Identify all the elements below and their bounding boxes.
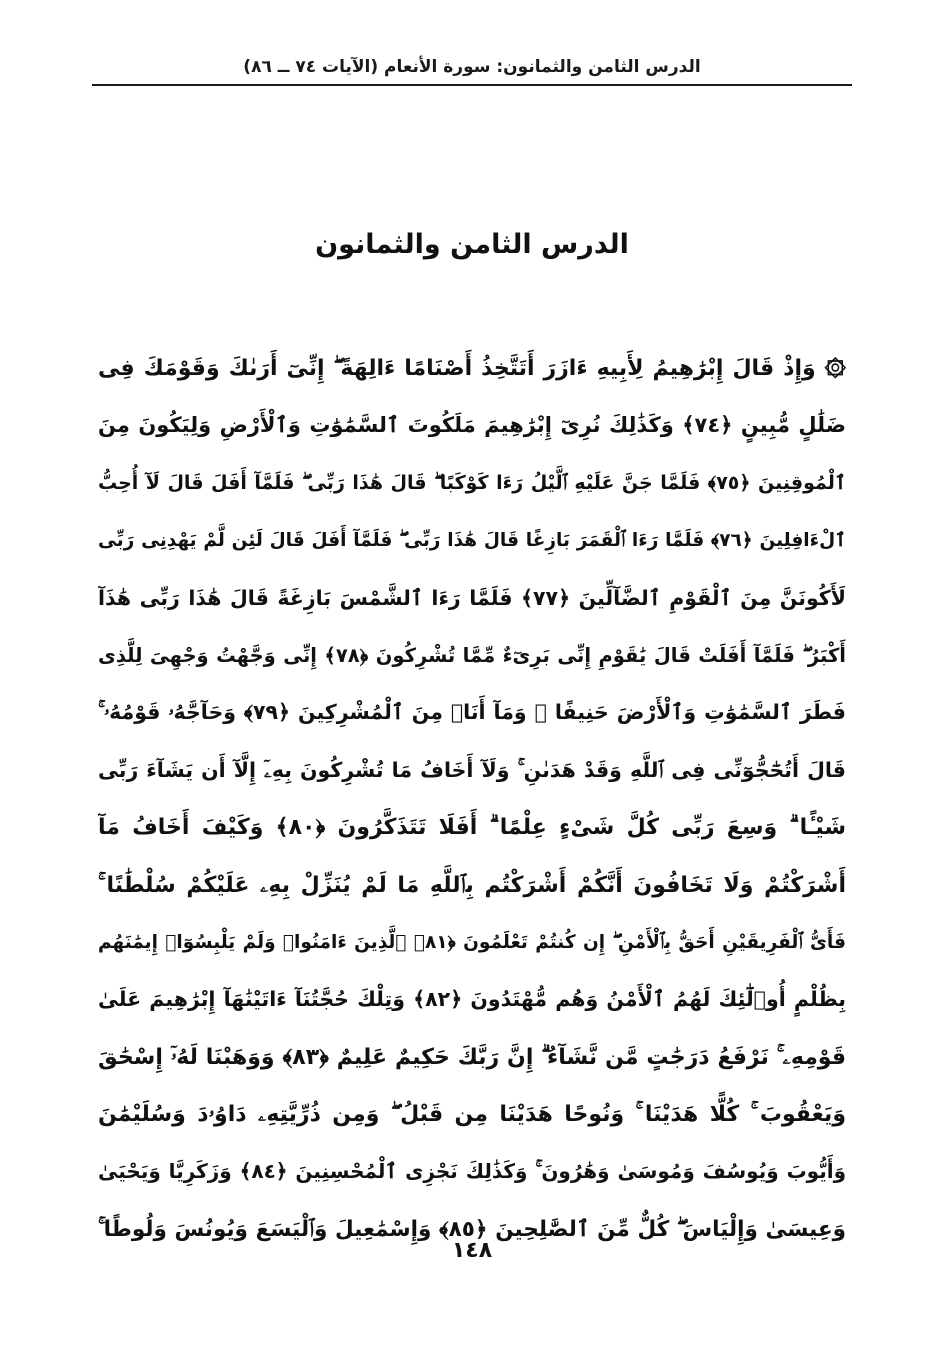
verse-line: وَأَيُّوبَ وَيُوسُفَ وَمُوسَىٰ وَهَٰرُونَ ۚ وَكَذَٰلِكَ نَجْزِى ٱلْمُحْسِنِينَ ﴿٨٤﴾ وَزَكَرِيَّا وَيَحْيَىٰ xyxy=(98,1159,846,1184)
verse-line: فَأَىُّ ٱلْفَرِيقَيْنِ أَحَقُّ بِٱلْأَمْنِ ۖ إِن كُنتُمْ تَعْلَمُونَ ﴿٨١﴾ ٱلَّذِينَ ءَامَنُوا۟ وَلَمْ يَلْبِسُوٓا۟ إِيمَٰنَهُم xyxy=(98,931,846,953)
verse-line: فَطَرَ ٱلسَّمَٰوَٰتِ وَٱلْأَرْضَ حَنِيفًا ۖ وَمَآ أَنَا۠ مِنَ ٱلْمُشْرِكِينَ ﴿٧٩﴾ وَحَآجَّهُۥ قَوْمُهُۥ ۚ xyxy=(98,700,846,725)
verse-line: بِظُلْمٍ أُو۟لَٰٓئِكَ لَهُمُ ٱلْأَمْنُ وَهُم مُّهْتَدُونَ ﴿٨٢﴾ وَتِلْكَ حُجَّتُنَآ ءَاتَيْنَٰهَآ إِبْرَٰهِيمَ عَلَىٰ xyxy=(98,987,846,1012)
header-rule xyxy=(92,84,852,86)
verse-line: ٱلْمُوقِنِينَ ﴿٧٥﴾ فَلَمَّا جَنَّ عَلَيْهِ ٱلَّيْلُ رَءَا كَوْكَبًا ۖ قَالَ هَٰذَا رَبِّى ۖ فَلَمَّآ أَفَلَ قَالَ لَآ أُحِبُّ xyxy=(98,471,846,494)
verse-line: ٱلْءَافِلِينَ ﴿٧٦﴾ فَلَمَّا رَءَا ٱلْقَمَرَ بَازِغًا قَالَ هَٰذَا رَبِّى ۖ فَلَمَّآ أَفَلَ قَالَ لَئِن لَّمْ يَهْدِنِى رَبِّى xyxy=(98,530,846,552)
verse-line: قَالَ أَتُحَٰٓجُّوٓنِّى فِى ٱللَّهِ وَقَدْ هَدَىٰنِ ۚ وَلَآ أَخَافُ مَا تُشْرِكُونَ بِهِۦٓ إِلَّآ أَن يَشَآءَ رَبِّى xyxy=(98,757,846,782)
page-number: ١٤٨ xyxy=(451,1238,493,1263)
verse-line: شَيْـًٔا ۗ وَسِعَ رَبِّى كُلَّ شَىْءٍ عِلْمًا ۗ أَفَلَا تَتَذَكَّرُونَ ﴿٨٠﴾ وَكَيْفَ أَخَافُ مَآ xyxy=(98,815,846,841)
verse-line: قَوْمِهِۦ ۚ نَرْفَعُ دَرَجَٰتٍ مَّن نَّشَآءُ ۗ إِنَّ رَبَّكَ حَكِيمٌ عَلِيمٌ ﴿٨٣﴾ وَوَهَبْنَا لَهُۥٓ إِسْحَٰقَ xyxy=(98,1044,846,1070)
verse-line: أَكْبَرُ ۖ فَلَمَّآ أَفَلَتْ قَالَ يَٰقَوْمِ إِنِّى بَرِىٓءٌ مِّمَّا تُشْرِكُونَ ﴿٧٨﴾ إِنِّى وَجَّهْتُ وَجْهِىَ لِلَّذِى xyxy=(98,643,846,667)
verse-line: ضَلَٰلٍ مُّبِينٍ ﴿٧٤﴾ وَكَذَٰلِكَ نُرِىٓ إِبْرَٰهِيمَ مَلَكُوتَ ٱلسَّمَٰوَٰتِ وَٱلْأَرْضِ وَلِيَكُونَ مِنَ xyxy=(98,413,846,438)
lesson-title: الدرس الثامن والثمانون xyxy=(315,229,629,260)
running-header: الدرس الثامن والثمانون: سورة الأنعام (الآيات ٧٤ ــ ٨٦) xyxy=(243,57,701,77)
verse-line: أَشْرَكْتُمْ وَلَا تَخَافُونَ أَنَّكُمْ أَشْرَكْتُم بِٱللَّهِ مَا لَمْ يُنَزِّلْ بِهِۦ عَلَيْكُمْ سُلْطَٰنًا ۚ xyxy=(98,872,846,898)
verse-line: ۞ وَإِذْ قَالَ إِبْرَٰهِيمُ لِأَبِيهِ ءَازَرَ أَتَتَّخِذُ أَصْنَامًا ءَالِهَةً ۖ إِنِّىٓ أَرَىٰكَ وَقَوْمَكَ فِى xyxy=(98,356,846,381)
verse-line: وَيَعْقُوبَ ۚ كُلًّا هَدَيْنَا ۚ وَنُوحًا هَدَيْنَا مِن قَبْلُ ۖ وَمِن ذُرِّيَّتِهِۦ دَاوُۥدَ وَسُلَيْمَٰنَ xyxy=(98,1102,846,1128)
verse-line: وَعِيسَىٰ وَإِلْيَاسَ ۖ كُلٌّ مِّنَ ٱلصَّٰلِحِينَ ﴿٨٥﴾ وَإِسْمَٰعِيلَ وَٱلْيَسَعَ وَيُونُسَ وَلُوطًا ۚ xyxy=(98,1216,846,1242)
verse-line: لَأَكُونَنَّ مِنَ ٱلْقَوْمِ ٱلضَّآلِّينَ ﴿٧٧﴾ فَلَمَّا رَءَا ٱلشَّمْسَ بَازِغَةً قَالَ هَٰذَا رَبِّى هَٰذَآ xyxy=(98,585,846,610)
quran-verses-block xyxy=(98,340,846,1242)
